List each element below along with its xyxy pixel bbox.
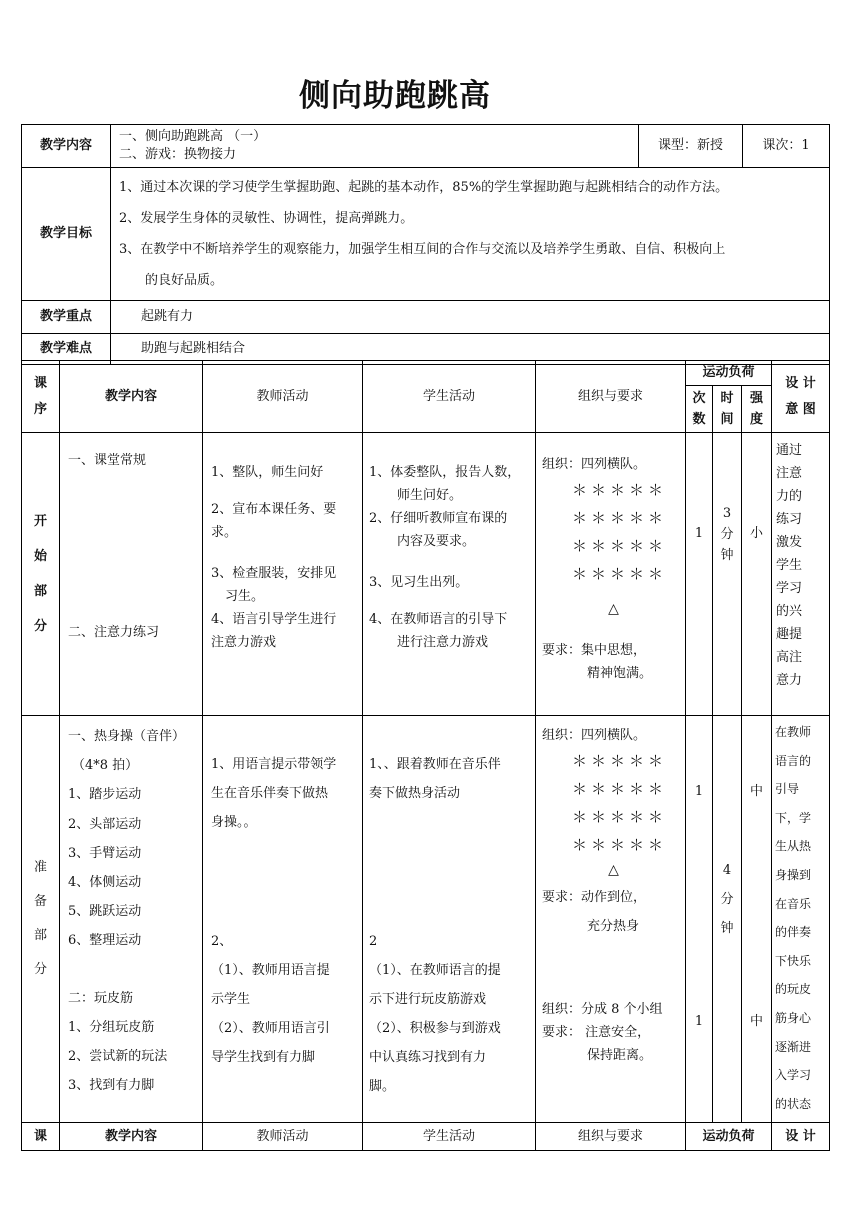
col-duration: 时 间 — [713, 386, 742, 433]
page-title: 侧向助跑跳高 — [299, 78, 491, 114]
section-start-row — [22, 433, 830, 716]
goals-row — [22, 168, 830, 301]
lesson-plan-table — [21, 360, 830, 1151]
section-organization: 组织：四列横队。 ＊＊＊＊＊ ＊＊＊＊＊ ＊＊＊＊＊ ＊＊＊＊＊ △ 要求：动作到位， 充分热身 组织：分成 8 个小组 要求： 注意安全， 保持距离。 — [536, 716, 686, 1123]
content-line: 一、侧向助跑跳高 （一） — [119, 129, 267, 144]
section-times: 1 — [686, 433, 713, 716]
lesson-info-table — [21, 124, 830, 365]
section-teacher-activity: 1、整队，师生问好 2、宣布本课任务、要 求。 3、检查服装，安排见 习生。 4、语言引导学生进行 注意力游戏 — [203, 433, 363, 716]
col-design: 设 计 意 图 — [772, 361, 830, 433]
section-student-activity: 1、体委整队，报告人数， 师生问好。 2、仔细听教师宣布课的 内容及要求。 3、见习生出列。 4、在教师语言的引导下 进行注意力游戏 — [363, 433, 536, 716]
col-teacher: 教师活动 — [203, 361, 363, 433]
teacher-triangle-icon: △ — [608, 601, 619, 617]
section-duration: 3 分 钟 — [713, 433, 742, 716]
col-student: 学生活动 — [363, 361, 536, 433]
difficulty-label: 教学难点 — [22, 334, 111, 365]
student-formation: ＊＊＊＊＊ ＊＊＊＊＊ ＊＊＊＊＊ ＊＊＊＊＊ — [572, 752, 668, 854]
col-organization: 组织与要求 — [536, 361, 686, 433]
col-load: 运动负荷 — [686, 361, 772, 386]
next-page-header-row — [22, 1123, 830, 1151]
goals-value — [111, 168, 830, 301]
section-student-activity: 1、、跟着教师在音乐伴 奏下做热身活动 2 （1）、在教师语言的提 示下进行玩皮筋游戏 （2）、积极参与到游戏 中认真练习找到有力 脚。 — [363, 716, 536, 1123]
content-value — [111, 125, 639, 168]
footer-content: 教学内容 — [60, 1123, 203, 1151]
section-duration: 4 分 钟 — [713, 716, 742, 1123]
section-design-intent: 在教师 语言的 引导 下，学 生从热 身操到 在音乐 的伴奏 下快乐 的玩皮 筋身心 逐渐进 入学习 的状态 — [772, 716, 830, 1123]
col-content: 教学内容 — [60, 361, 203, 433]
footer-student: 学生活动 — [363, 1123, 536, 1151]
footer-load: 运动负荷 — [686, 1123, 772, 1151]
section-intensity: 中 中 — [742, 716, 772, 1123]
section-content: 一、热身操（音伴） （4*8 拍） 1、踏步运动 2、头部运动 3、手臂运动 4、体侧运动 5、跳跃运动 6、整理运动 二：玩皮筋 1、分组玩皮筋 2、尝试新的玩法 3、找到有力脚 — [60, 716, 203, 1123]
student-formation: ＊＊＊＊＊ ＊＊＊＊＊ ＊＊＊＊＊ ＊＊＊＊＊ — [572, 481, 668, 583]
teacher-triangle-icon: △ — [608, 862, 619, 878]
goal-item: 3、在教学中不断培养学生的观察能力，加强学生相互间的合作与交流以及培养学生勇敢、自信、积极向上 — [119, 242, 726, 257]
column-header-row — [22, 361, 830, 386]
section-teacher-activity: 1、用语言提示带领学 生在音乐伴奏下做热 身操。。 2、 （1）、教师用语言提 示学生 （2）、教师用语言引 导学生找到有力脚 — [203, 716, 363, 1123]
key-value: 起跳有力 — [111, 301, 830, 334]
goal-item: 的良好品质。 — [145, 273, 224, 288]
content-row — [22, 125, 830, 168]
col-intensity: 强 度 — [742, 386, 772, 433]
section-times: 1 1 — [686, 716, 713, 1123]
section-content: 一、课堂常规 二、注意力练习 — [60, 433, 203, 716]
difficulty-value: 助跑与起跳相结合 — [111, 334, 830, 365]
col-times: 次 数 — [686, 386, 713, 433]
section-organization: 组织：四列横队。 ＊＊＊＊＊ ＊＊＊＊＊ ＊＊＊＊＊ ＊＊＊＊＊ △ 要求：集中思想， 精神饱满。 — [536, 433, 686, 716]
section-intensity: 小 — [742, 433, 772, 716]
section-name: 准 备 部 分 — [22, 716, 60, 1123]
footer-organization: 组织与要求 — [536, 1123, 686, 1151]
lesson-type: 课型：新授 — [639, 125, 743, 168]
footer-sequence: 课 — [22, 1123, 60, 1151]
section-prep-row — [22, 716, 830, 1123]
section-name: 开 始 部 分 — [22, 433, 60, 716]
content-label: 教学内容 — [22, 125, 111, 168]
col-sequence: 课 序 — [22, 361, 60, 433]
key-row — [22, 301, 830, 334]
section-design-intent: 通过 注意 力的 练习 激发 学生 学习 的兴 趣提 高注 意力 — [772, 433, 830, 716]
goal-item: 2、发展学生身体的灵敏性、协调性，提高弹跳力。 — [119, 211, 414, 226]
key-label: 教学重点 — [22, 301, 111, 334]
goals-label: 教学目标 — [22, 168, 111, 301]
goal-item: 1、通过本次课的学习使学生掌握助跑、起跳的基本动作，85%的学生掌握助跑与起跳相结合的动作方法。 — [119, 180, 729, 195]
lesson-number: 课次：1 — [743, 125, 830, 168]
content-line: 二、游戏：换物接力 — [119, 147, 237, 162]
footer-design: 设 计 — [772, 1123, 830, 1151]
footer-teacher: 教师活动 — [203, 1123, 363, 1151]
